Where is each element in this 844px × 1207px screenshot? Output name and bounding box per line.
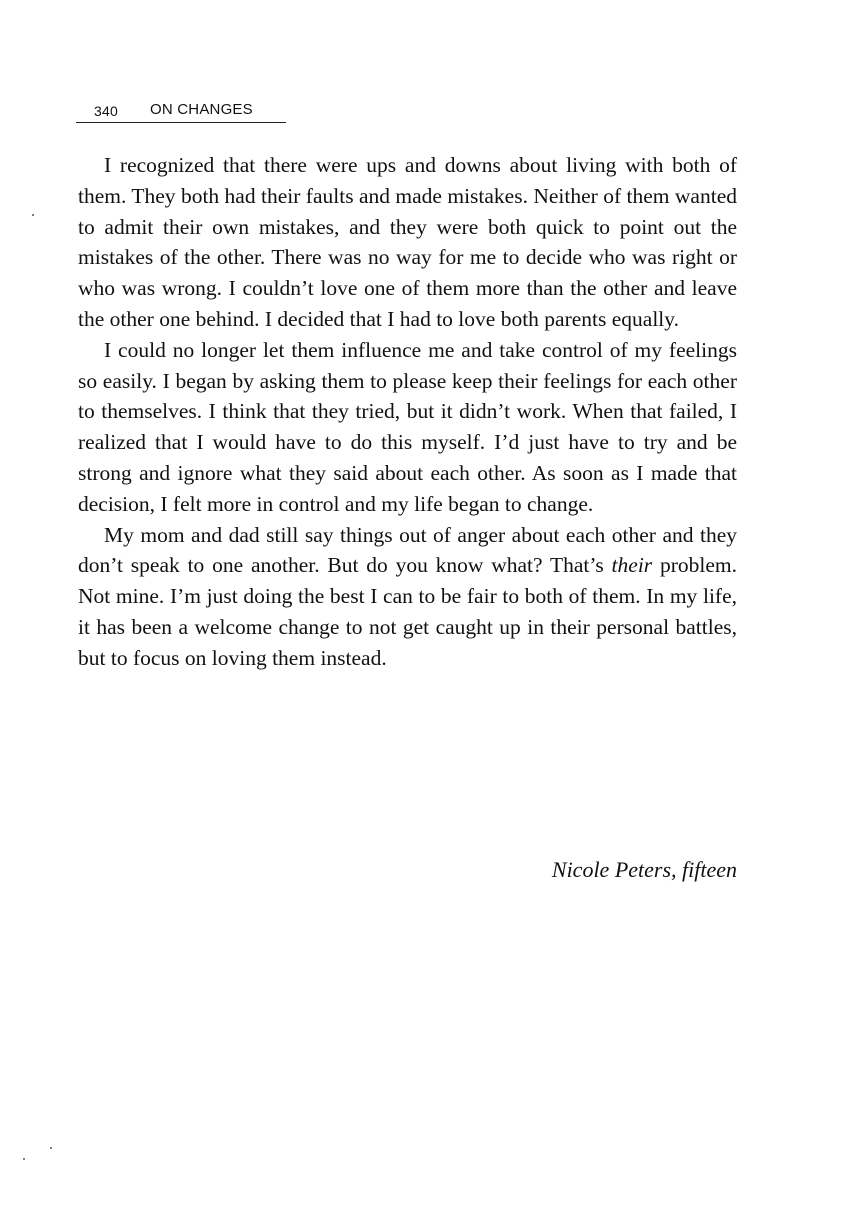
paragraph-3 [78, 520, 737, 674]
running-head [76, 100, 286, 123]
scan-speck [50, 1147, 52, 1149]
story-body [78, 150, 737, 674]
page-number: 340 [94, 103, 118, 119]
paragraph-1: I recognized that there were ups and downs about living with both of them. They both had their faults and made mistakes. Neither of them wanted to admit their own mistakes, and they were both quick to point out the mistakes of the other. There was no way for me to decide who was right or who was wrong. I couldn’t love one of them more than the other and leave the other one behind. I decided that I had to love both parents equally. [78, 153, 737, 331]
scan-speck [32, 214, 34, 216]
paragraph-2: I could no longer let them influence me and take control of my feelings so easily. I began by asking them to please keep their feelings for each other to themselves. I think that they tried, but it didn’t work. When that failed, I realized that I would have to do this myself. I’d just have to try and be strong and ignore what they said about each other. As soon as I made that decision, I felt more in control and my life began to change. [78, 337, 737, 516]
author-attribution: Nicole Peters, fifteen [551, 857, 737, 882]
paragraph-3-rest: problem. Not mine. I’m just doing the best I can to be fair to both of them. In my life, it has been a welcome change to not get caught up in their personal battles, but to focus on loving them instead. [78, 553, 737, 670]
paragraph-3-emphasis: their [611, 553, 653, 578]
scan-speck [23, 1158, 25, 1160]
section-title: ON CHANGES [150, 101, 253, 118]
paragraph-3-lead: My mom and dad still say things out of anger about each other and they don’t speak to one another. But do you know what? That’s [78, 522, 737, 578]
